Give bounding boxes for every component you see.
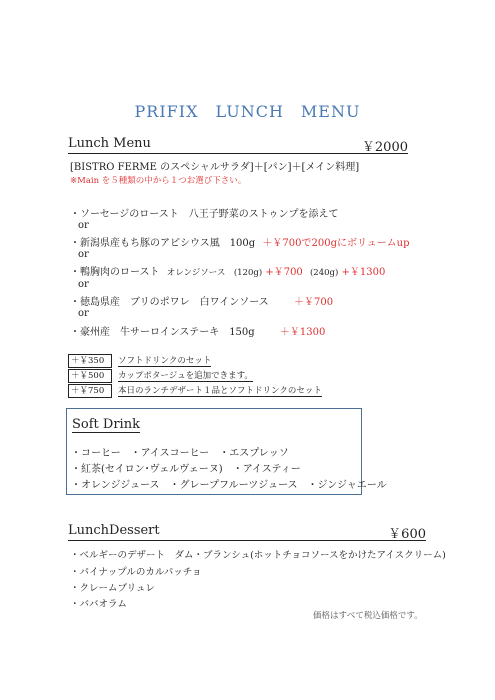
option-row	[68, 369, 253, 381]
page-title: PRIFIX LUNCH MENU	[134, 102, 361, 121]
or-label: or	[78, 220, 89, 231]
main-item-3	[70, 263, 385, 278]
or-label: or	[78, 308, 89, 319]
main-item-4-name: ・徳島県産 ブリのポワレ 白ワインソース	[70, 297, 269, 308]
main-item-3-sub2: (240g)	[309, 268, 339, 278]
main-item-4-extra: ＋￥700	[294, 297, 334, 308]
main-item-2-extra: ＋￥700で200gにボリュームup	[262, 238, 410, 249]
drink-row: ・オレンジジュース ・グレープフルーツジュース ・ジンジャエール	[71, 480, 387, 491]
main-item-3-sub: オレンジソース (120g)	[166, 268, 263, 278]
soft-drink-heading: Soft Drink	[72, 417, 140, 432]
option-row	[68, 384, 322, 396]
soft-drink-box	[66, 408, 387, 495]
option-price: ＋￥350	[68, 354, 112, 368]
drink-row: ・紅茶(セイロン･ヴェルヴェーヌ) ・アイスティー	[71, 464, 301, 475]
dessert-header	[68, 523, 426, 541]
option-desc: カップポタージュを追加できます。	[118, 371, 253, 381]
main-item-3-extra1: +￥700	[265, 267, 303, 278]
dessert-item: ・パイナップルのカルパッチョ	[70, 567, 202, 578]
lunch-menu-header	[68, 136, 408, 154]
drink-row: ・コーヒー ・アイスコーヒー ・エスプレッソ	[71, 448, 289, 459]
option-desc: ソフトドリンクのセット	[118, 356, 212, 366]
main-item-2	[70, 234, 410, 249]
main-item-2-name: ・新潟県産もち豚のアピシウス風 100g	[70, 238, 256, 249]
lunch-note: ※Main を５種類の中から１つお選び下さい。	[70, 176, 247, 186]
lunch-menu-price: ￥2000	[361, 140, 408, 155]
option-row	[68, 354, 211, 366]
main-item-1: ・ソーセージのロースト 八王子野菜のストゥンプを添えて	[70, 209, 339, 220]
main-item-5	[70, 323, 325, 338]
main-item-3-name: ・鴨胸肉のロースト	[70, 267, 160, 278]
dessert-item: ・ババオラム	[70, 599, 127, 610]
or-label: or	[78, 249, 89, 260]
tax-note: 価格はすべて税込価格です。	[313, 611, 423, 621]
or-label: or	[78, 279, 89, 290]
option-desc: 本日のランチデザート１品とソフトドリンクのセット	[118, 386, 322, 396]
main-item-3-extra2: +￥1300	[341, 267, 386, 278]
dessert-item: ・クレームブリュレ	[70, 583, 155, 594]
main-item-4	[70, 293, 333, 308]
dessert-item: ・ベルギーのデザート ダム・ブランシュ(ホットチョコソースをかけたアイスクリーム)	[70, 550, 446, 561]
dessert-price: ￥600	[388, 527, 426, 542]
dessert-heading: LunchDessert	[68, 523, 160, 538]
option-price: ＋￥500	[68, 369, 112, 383]
lunch-composition: [BISTRO FERME のスペシャルサラダ]＋[パン]＋[メイン料理]	[70, 162, 360, 173]
option-price: ＋￥750	[68, 384, 112, 398]
main-item-5-name: ・豪州産 牛サーロインステーキ 150g	[70, 327, 255, 338]
lunch-menu-heading: Lunch Menu	[68, 136, 151, 151]
main-item-5-extra: ＋￥1300	[279, 327, 326, 338]
